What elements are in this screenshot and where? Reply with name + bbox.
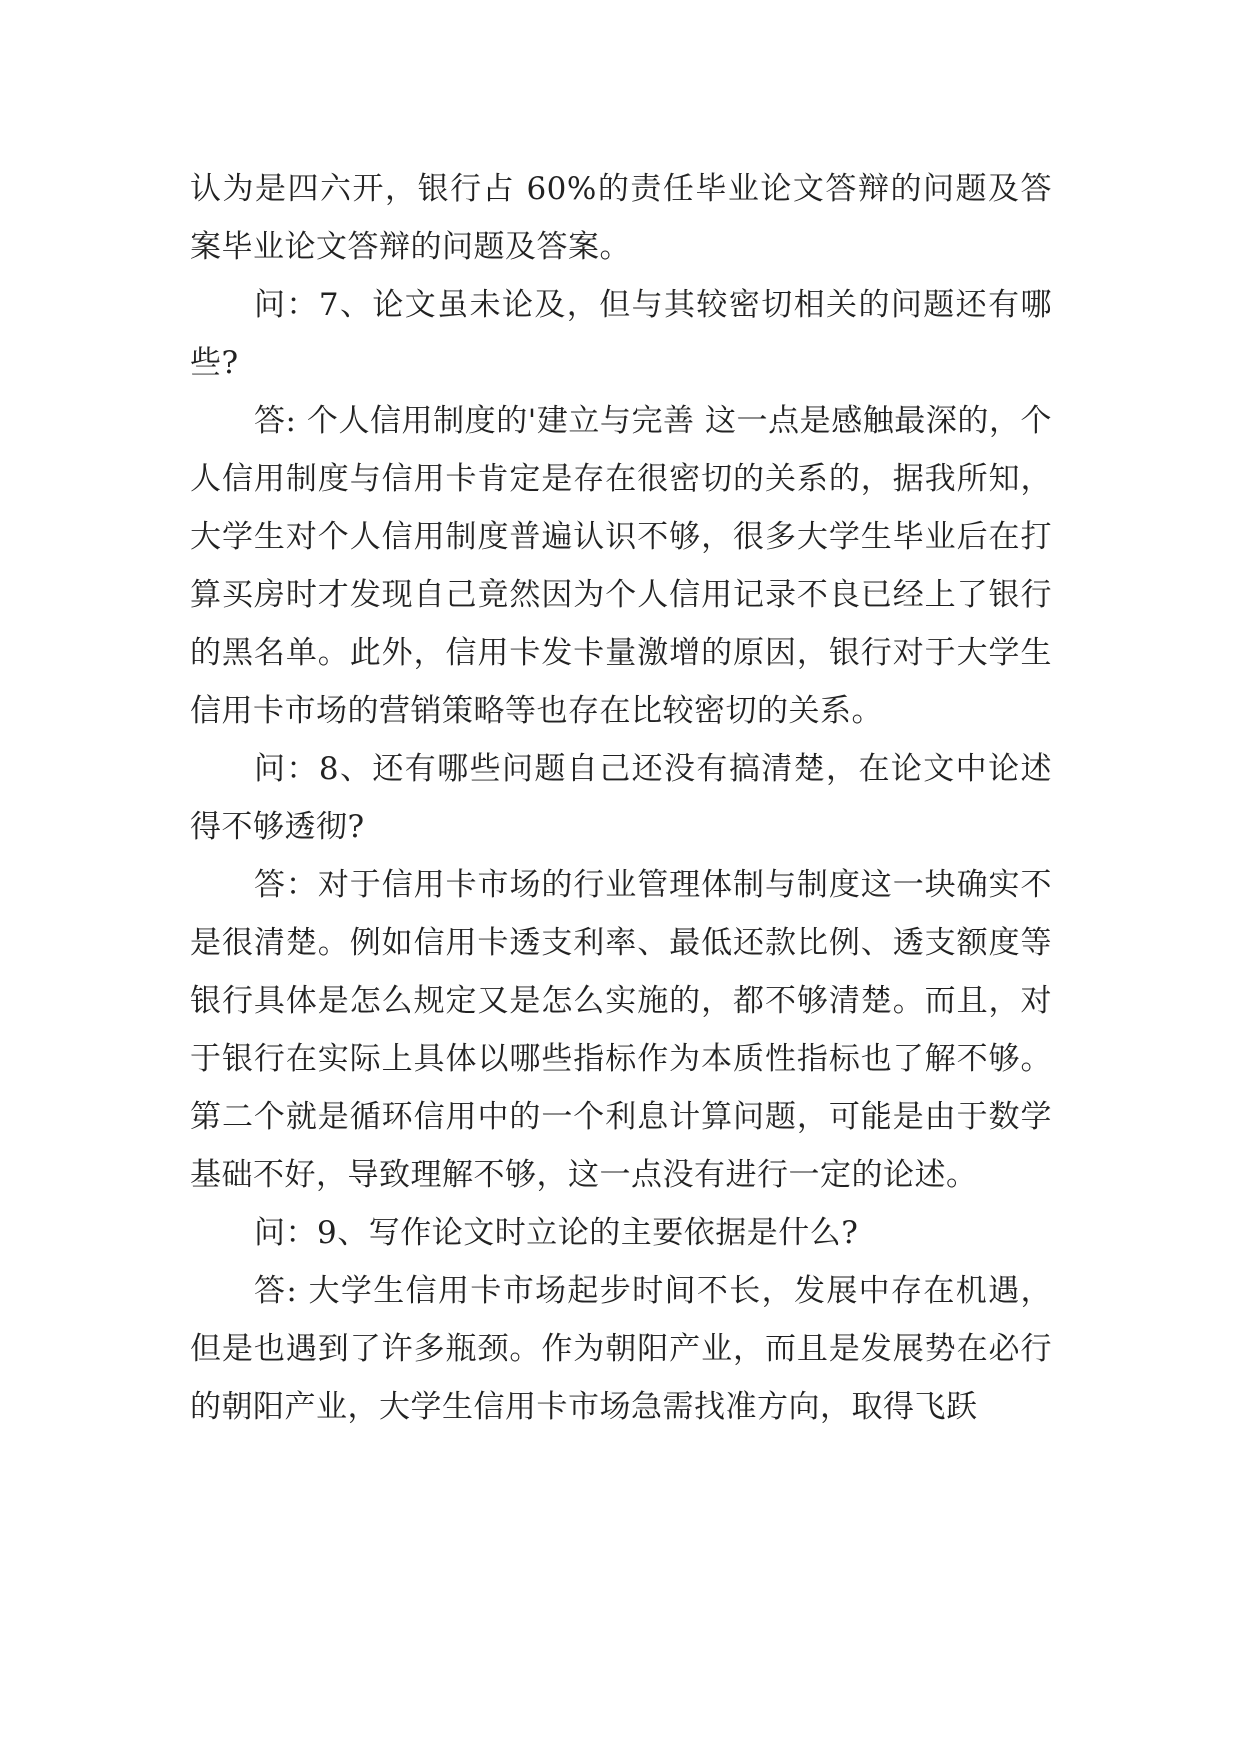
answer-8: 答：对于信用卡市场的行业管理体制与制度这一块确实不是很清楚。例如信用卡透支利率、最低还款比例、透支额度等银行具体是怎么规定又是怎么实施的，都不够清楚。而且，对于银行在实际上具体以哪些指标作为本质性指标也了解不够。 第二个就是循环信用中的一个利息计算问题，可能是由于数学基础不好，导致理解不够，这一点没有进行一定的论述。: [190, 867, 1052, 1193]
paragraph-continuation: 认为是四六开，银行占 60%的责任毕业论文答辩的问题及答案毕业论文答辩的问题及答案。: [190, 171, 1052, 265]
document-body: [190, 160, 1052, 1436]
question-7: 问：7、论文虽未论及，但与其较密切相关的问题还有哪些?: [190, 287, 1052, 381]
question-8: 问：8、还有哪些问题自己还没有搞清楚，在论文中论述得不够透彻?: [190, 751, 1052, 845]
answer-9: 答: 大学生信用卡市场起步时间不长，发展中存在机遇，但是也遇到了许多瓶颈。作为朝阳产业，而且是发展势在必行的朝阳产业，大学生信用卡市场急需找准方向，取得飞跃: [190, 1273, 1052, 1425]
question-9: 问：9、写作论文时立论的主要依据是什么?: [254, 1215, 859, 1251]
answer-7: 答: 个人信用制度的'建立与完善 这一点是感触最深的，个人信用制度与信用卡肯定是存在很密切的关系的，据我所知，大学生对个人信用制度普遍认识不够，很多大学生毕业后在打算买房时才发现自己竟然因为个人信用记录不良已经上了银行的黑名单。此外，信用卡发卡量激增的原因，银行对于大学生信用卡市场的营销策略等也存在比较密切的关系。: [190, 403, 1052, 729]
